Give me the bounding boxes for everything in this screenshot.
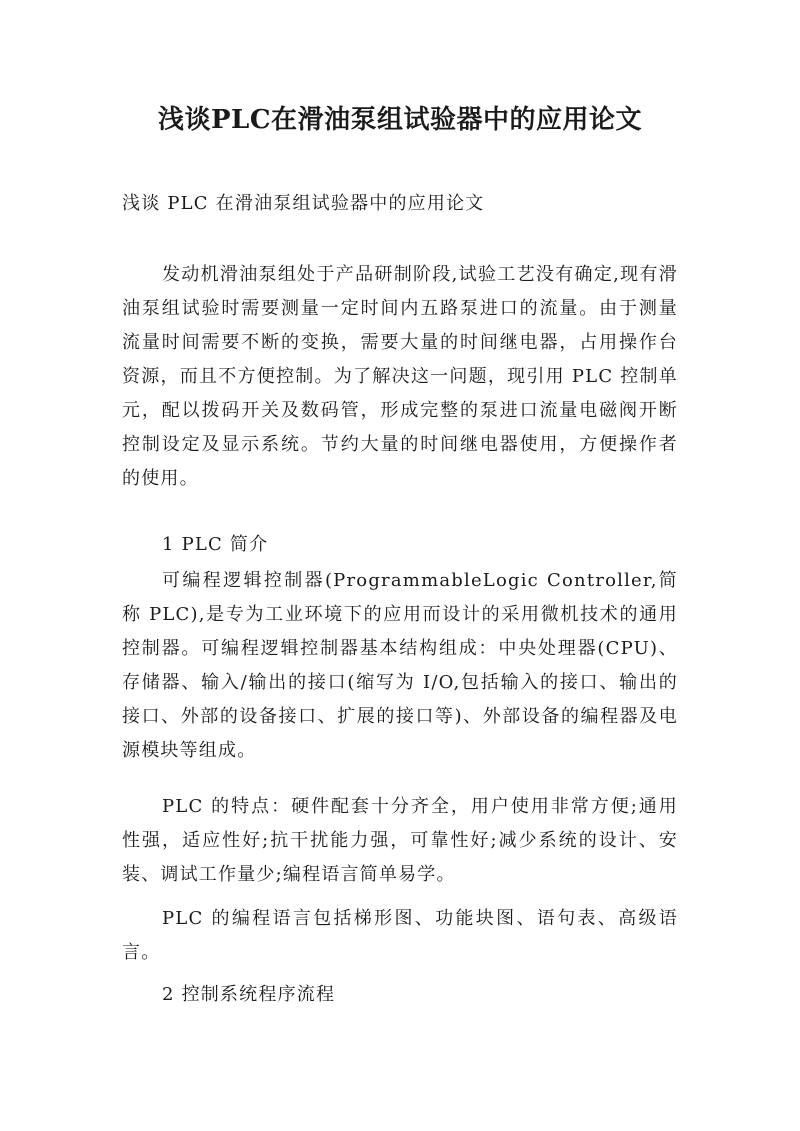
paragraph-plc-features: PLC 的特点：硬件配套十分齐全，用户使用非常方便;通用性强，适应性好;抗干扰能力强，可靠性好;减少系统的设计、安装、调试工作量少;编程语言简单易学。 xyxy=(122,796,678,885)
section-heading-control-flow: 2 控制系统程序流程 xyxy=(162,984,336,1005)
paragraph-intro: 发动机滑油泵组处于产品研制阶段,试验工艺没有确定,现有滑油泵组试验时需要测量一定时间内五路泵进口的流量。由于测量流量时间需要不断的变换，需要大量的时间继电器，占用操作台资源，而且不方便控制。为了解决这一问题，现引用 PLC 控制单元，配以拨码开关及数码管，形成完整的泵进口流量电磁阀开断控制设定及显示系统。节约大量的时间继电器使用，方便操作者的使用。 xyxy=(122,264,678,489)
paragraph-plc-definition: 可编程逻辑控制器(ProgrammableLogic Controller,简称 PLC),是专为工业环境下的应用而设计的采用微机技术的通用控制器。可编程逻辑控制器基本结构组成：中央处理器(CPU)、存储器、输入/输出的接口(缩写为 I/O,包括输入的接口、输出的接口、外部的设备接口、扩展的接口等)、外部设备的编程器及电源模块等组成。 xyxy=(122,570,678,761)
paragraph-plc-languages: PLC 的编程语言包括梯形图、功能块图、语句表、高级语言。 xyxy=(122,908,678,963)
section-heading-plc-intro: 1 PLC 简介 xyxy=(162,534,269,555)
document-title: 浅谈PLC在滑油泵组试验器中的应用论文 xyxy=(157,105,643,135)
document-subtitle: 浅谈 PLC 在滑油泵组试验器中的应用论文 xyxy=(122,193,485,214)
